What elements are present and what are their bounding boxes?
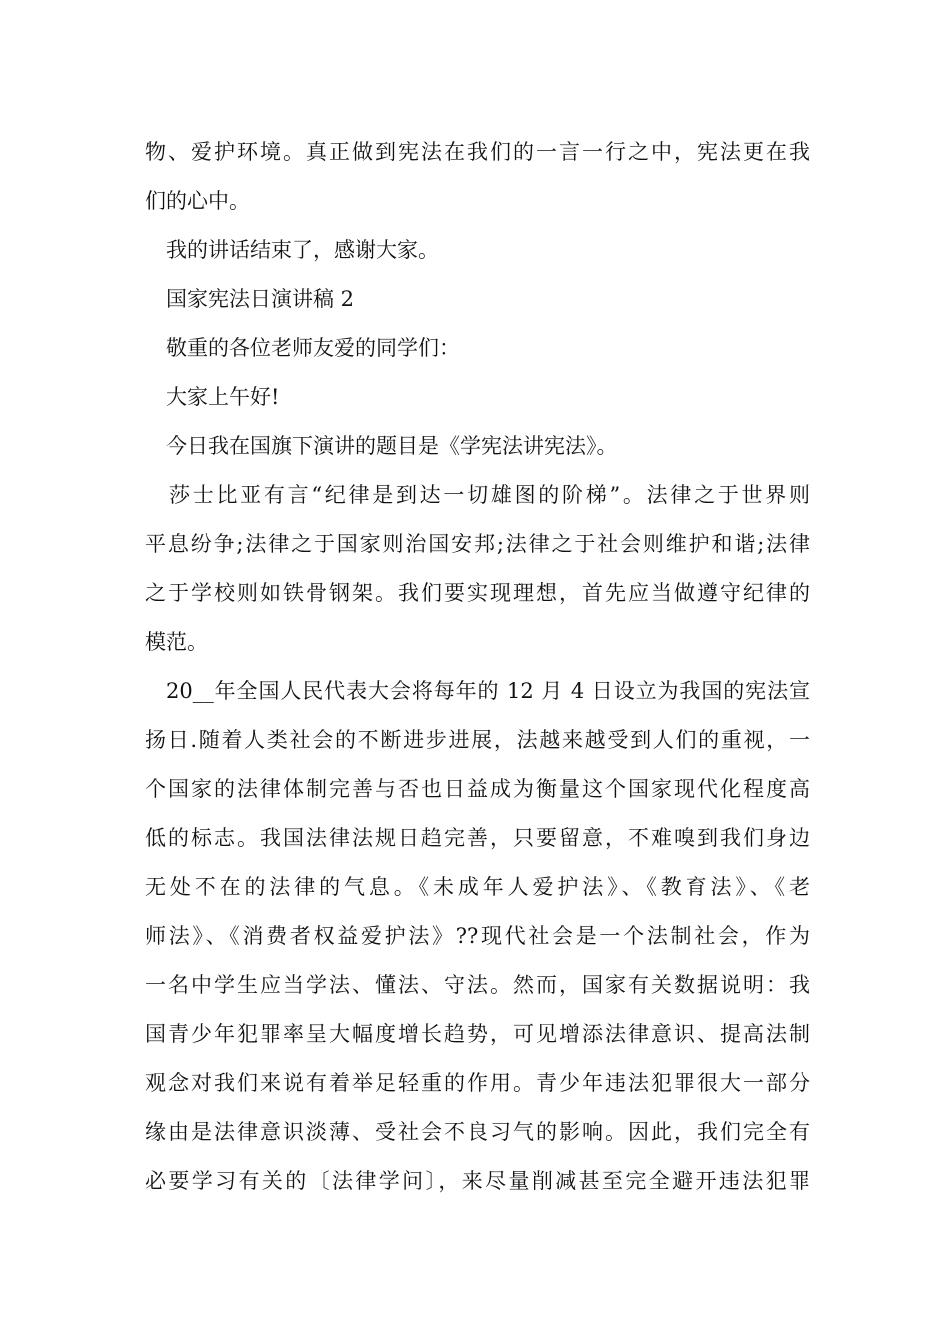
document-body: [145, 128, 810, 1206]
text-line: 个国家的法律体制完善与否也日益成为衡量这个国家现代化程度高: [145, 777, 810, 801]
text-line: 之于学校则如铁骨钢架。我们要实现理想，首先应当做遵守纪律的: [145, 581, 810, 605]
section-heading: 国家宪法日演讲稿 2: [166, 287, 355, 311]
text-line: 20__年全国人民代表大会将每年的 12 月 4 日设立为我国的宪法宣: [166, 679, 810, 703]
text-line: 低的标志。我国法律法规日趋完善，只要留意，不难嗅到我们身边: [145, 826, 810, 850]
text-line: 国青少年犯罪率呈大幅度增长趋势，可见增添法律意识、提高法制: [145, 1022, 810, 1046]
text-line: 缘由是法律意识淡薄、受社会不良习气的影响。因此，我们完全有: [145, 1120, 810, 1144]
text-line: 一名中学生应当学法、懂法、守法。然而，国家有关数据说明：我: [145, 973, 810, 997]
text-line: 观念对我们来说有着举足轻重的作用。青少年违法犯罪很大一部分: [145, 1071, 810, 1095]
text-line: 必要学习有关的〔法律学问〕，来尽量削减甚至完全避开违法犯罪: [145, 1169, 810, 1193]
text-line: 平息纷争;法律之于国家则治国安邦;法律之于社会则维护和谐;法律: [145, 532, 810, 556]
salutation: 敬重的各位老师友爱的同学们：: [166, 336, 460, 360]
greeting: 大家上午好!: [166, 385, 280, 409]
text-line: 我的讲话结束了，感谢大家。: [166, 238, 439, 262]
text-line: 扬日.随着人类社会的不断进步进展，法越来越受到人们的重视，一: [145, 728, 810, 752]
text-line: 莎士比亚有言“纪律是到达一切雄图的阶梯”。法律之于世界则: [169, 483, 810, 507]
text-line: 师法》、《消费者权益爱护法》??现代社会是一个法制社会，作为: [145, 924, 810, 948]
text-line: 物、爱护环境。真正做到宪法在我们的一言一行之中，宪法更在我: [145, 140, 810, 164]
text-line: 模范。: [145, 630, 208, 654]
text-line: 们的心中。: [145, 189, 250, 213]
text-line: 今日我在国旗下演讲的题目是《学宪法讲宪法》。: [166, 434, 618, 458]
text-line: 无处不在的法律的气息。《未成年人爱护法》、《教育法》、《老: [145, 875, 810, 899]
